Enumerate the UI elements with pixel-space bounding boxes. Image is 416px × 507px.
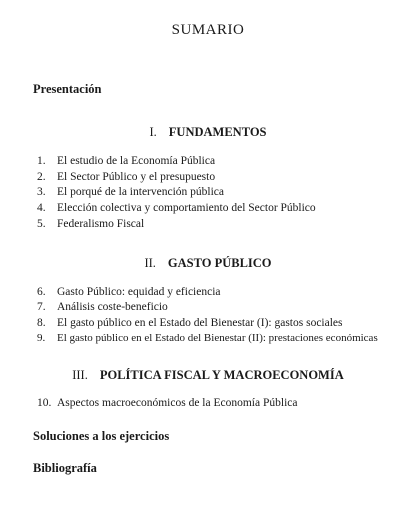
part-title: POLÍTICA FISCAL Y MACROECONOMÍA xyxy=(99,368,344,382)
item-text: Gasto Público: equidad y eficiencia xyxy=(57,286,221,298)
part-roman: II. xyxy=(144,256,156,270)
item-number: 5. xyxy=(37,218,46,230)
item-text: Federalismo Fiscal xyxy=(57,218,145,230)
toc-item xyxy=(37,186,224,198)
toc-item xyxy=(37,397,297,409)
toc-item xyxy=(37,286,221,298)
part-heading-2 xyxy=(0,256,416,271)
item-number: 7. xyxy=(37,301,46,313)
item-text: Aspectos macroeconómicos de la Economía Pública xyxy=(57,397,298,409)
toc-item xyxy=(37,202,316,214)
item-number: 4. xyxy=(37,202,46,214)
part-title: GASTO PÚBLICO xyxy=(167,256,272,270)
item-text: El gasto público en el Estado del Bienestar (II): prestaciones económicas xyxy=(57,332,378,344)
item-number: 3. xyxy=(37,186,46,198)
item-number: 2. xyxy=(37,171,46,183)
item-text: El porqué de la intervención pública xyxy=(57,186,225,198)
item-text: El estudio de la Economía Pública xyxy=(57,155,216,167)
item-number: 9. xyxy=(37,332,46,344)
section-soluciones: Soluciones a los ejercicios xyxy=(33,429,170,443)
part-roman: III. xyxy=(72,368,88,382)
item-number: 1. xyxy=(37,155,46,167)
toc-item xyxy=(37,317,343,329)
page-title: SUMARIO xyxy=(171,22,245,38)
toc-item xyxy=(37,301,168,313)
part-heading-1 xyxy=(0,125,416,140)
toc-item xyxy=(37,218,144,230)
item-number: 6. xyxy=(37,286,46,298)
item-number: 10. xyxy=(37,397,52,409)
item-text: El gasto público en el Estado del Bienestar (I): gastos sociales xyxy=(57,317,343,329)
item-text: Elección colectiva y comportamiento del Sector Público xyxy=(57,202,316,214)
part-roman: I. xyxy=(149,125,157,139)
item-text: El Sector Público y el presupuesto xyxy=(57,171,216,183)
part-heading-3 xyxy=(0,368,416,383)
section-presentacion: Presentación xyxy=(33,82,102,96)
section-bibliografia: Bibliografía xyxy=(33,461,97,475)
item-text: Análisis coste-beneficio xyxy=(57,301,168,313)
toc-item xyxy=(37,155,215,167)
toc-item xyxy=(37,332,378,344)
item-number: 8. xyxy=(37,317,46,329)
toc-item xyxy=(37,171,215,183)
part-title: FUNDAMENTOS xyxy=(168,125,267,139)
